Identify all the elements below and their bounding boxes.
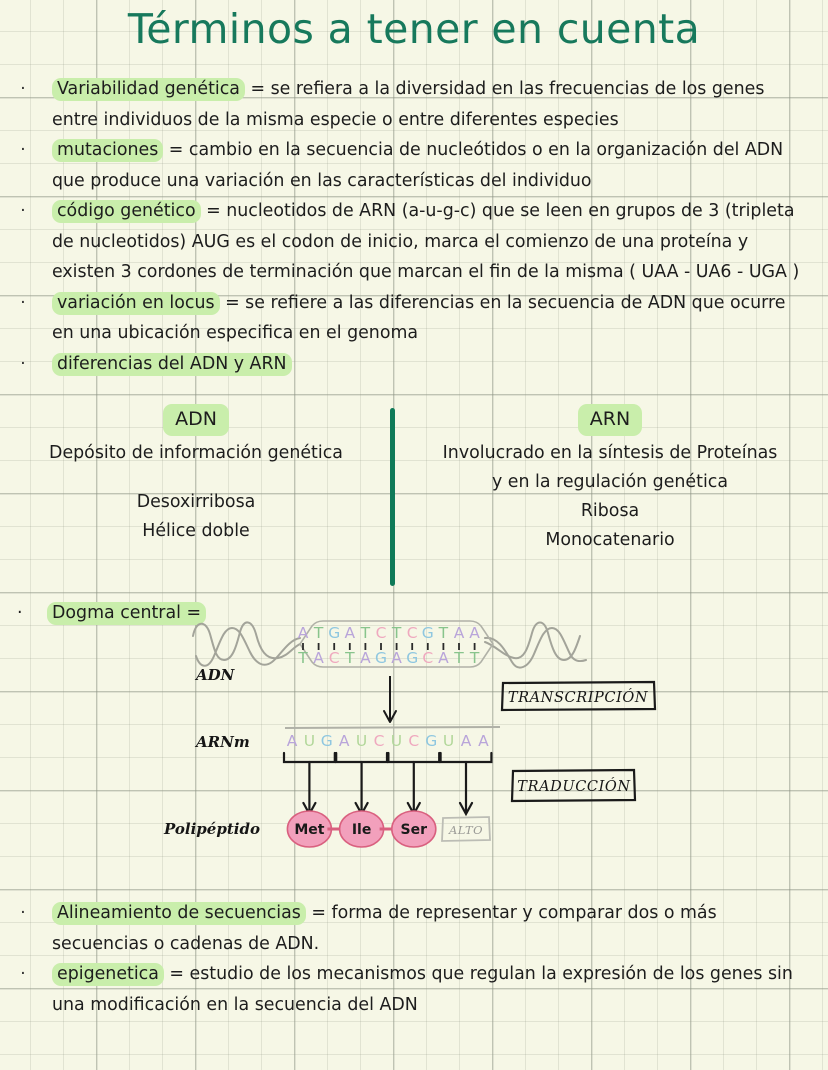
term-line <box>52 139 783 191</box>
dna-base-top: A <box>297 624 309 642</box>
bullet-icon: · <box>20 140 26 160</box>
dna-base-top: C <box>406 624 418 642</box>
term-definition: = se refiere a las diferencias en la secuencia de ADN que ocurre en una ubicación especifica en el genoma <box>52 292 786 343</box>
dna-base-bottom: T <box>469 649 480 667</box>
term-definition: = estudio de los mecanismos que regulan la expresión de los genes sin una modificación en la secuencia del ADN <box>52 964 793 1015</box>
mrna-base: U <box>355 732 368 750</box>
bullet-icon: · <box>20 353 26 374</box>
adn-property-1: Desoxirribosa <box>136 492 256 512</box>
dogma-term-highlight: Dogma central = <box>47 602 206 625</box>
mrna-base: G <box>320 732 333 750</box>
term-line <box>52 292 785 344</box>
term-highlight: Variabilidad genética <box>52 78 245 101</box>
arn-description-1: Involucrado en la síntesis de Proteínas <box>442 443 778 463</box>
page-title: Términos a tener en cuenta <box>127 5 701 53</box>
terms-list <box>0 74 828 379</box>
term-highlight: epigenetica <box>52 963 164 986</box>
translation-arrow-icon <box>408 762 420 814</box>
bullet-icon: · <box>20 903 26 923</box>
translation-label: TRADUCCIÓN <box>517 779 631 795</box>
polypeptide-chain <box>287 811 435 847</box>
amino-acid-label: Ile <box>351 822 372 838</box>
term-definition: = nucleotidos de ARN (a-u-g-c) que se leen en grupos de 3 (tripleta de nucleotidos) AUG es el codon de inicio, marca el comienzo de una proteína y existen 3 cordones de terminación que marcan el fin de la misma ( UAA - UA6 - UGA ) <box>52 201 800 282</box>
dna-base-bottom: C <box>422 649 434 667</box>
arn-property-1: Ribosa <box>580 501 640 521</box>
codon-bracket <box>388 753 439 762</box>
codon-brackets <box>284 753 491 814</box>
column-heading-arn: ARN <box>578 404 642 436</box>
dna-helix-left-icon <box>193 622 300 665</box>
translation-box <box>512 770 635 801</box>
mrna-base: A <box>478 732 489 750</box>
mrna-base: G <box>425 732 438 750</box>
term-line <box>52 353 292 376</box>
dna-base-top: C <box>375 624 387 642</box>
comparison-column-arn <box>404 404 816 555</box>
dna-base-top: T <box>360 624 371 642</box>
term-definition: = cambio en la secuencia de nucleótidos o en la organización del ADN que produce una variación en las características del individuo <box>52 140 784 191</box>
list-item <box>0 74 828 135</box>
term-highlight: mutaciones <box>52 139 163 162</box>
stop-codon-box <box>442 817 490 841</box>
mrna-backbone <box>285 727 500 728</box>
dna-base-bottom: G <box>374 649 388 667</box>
term-definition: = forma de representar y comparar dos o más secuencias o cadenas de ADN. <box>52 903 717 954</box>
polypeptide-label: Polipéptido <box>164 820 260 838</box>
term-highlight: diferencias del ADN y ARN <box>52 353 292 376</box>
bullet-icon: · <box>20 292 26 313</box>
adn-arn-comparison <box>0 404 828 594</box>
term-line <box>52 200 799 282</box>
dna-base-bottom: A <box>313 649 324 667</box>
comparison-divider <box>390 408 395 586</box>
central-dogma-diagram <box>0 598 828 878</box>
mrna-strand <box>287 732 489 750</box>
list-item <box>0 196 828 288</box>
dna-base-bottom: A <box>438 649 449 667</box>
codon-bracket <box>441 753 492 762</box>
dna-base-top: G <box>421 624 434 642</box>
arn-property-2: Monocatenario <box>545 530 675 550</box>
dna-base-bottom: T <box>298 649 308 667</box>
amino-acid-label: Ser <box>400 822 428 838</box>
dna-base-bottom: T <box>345 649 355 667</box>
dna-base-bottom: A <box>360 649 371 667</box>
dna-base-top: T <box>438 624 449 642</box>
adn-description-1: Depósito de información genética <box>49 443 343 463</box>
bullet-icon: · <box>20 964 26 984</box>
amino-acid-label: Met <box>294 822 325 838</box>
stop-label: ALTO <box>448 823 484 837</box>
adn-property-2: Hélice doble <box>142 521 250 541</box>
dna-base-top: A <box>453 624 465 642</box>
dna-base-top: A <box>469 624 480 642</box>
list-item <box>0 959 828 1020</box>
list-item <box>0 349 828 380</box>
bullet-icon: · <box>20 79 26 99</box>
dogma-svg <box>0 598 828 878</box>
column-heading-adn: ADN <box>163 404 229 436</box>
adn-diagram-label: ADN <box>196 666 235 684</box>
dna-base-bottom: C <box>328 649 340 667</box>
list-item <box>0 288 828 349</box>
dna-base-top: A <box>344 624 356 642</box>
term-line <box>52 78 764 130</box>
translation-arrow-icon <box>460 762 472 814</box>
term-highlight: código genético <box>52 200 201 223</box>
codon-bracket <box>336 753 387 762</box>
mrna-base: A <box>286 732 298 750</box>
term-highlight: variación en locus <box>52 292 220 315</box>
dna-helix-right-icon <box>485 623 586 668</box>
codon-bracket <box>284 753 335 762</box>
terms-list-bottom <box>0 898 828 1020</box>
list-item <box>0 898 828 959</box>
bullet-icon: · <box>20 201 26 221</box>
dna-base-bottom: A <box>391 649 402 667</box>
dna-base-bottom: G <box>406 649 419 667</box>
term-line <box>52 902 717 954</box>
mrna-base: C <box>408 732 420 750</box>
translation-arrow-icon <box>356 762 368 814</box>
transcription-label: TRANSCRIPCIÓN <box>507 690 649 706</box>
dna-top-strand <box>298 624 481 642</box>
term-highlight: Alineamiento de secuencias <box>52 902 306 925</box>
dna-base-top: G <box>328 624 341 642</box>
dna-base-top: T <box>391 624 402 642</box>
comparison-column-adn <box>8 404 384 546</box>
mrna-base: U <box>442 732 455 750</box>
term-definition: = se refiera a la diversidad en las frecuencias de los genes entre individuos de la misma especie o entre diferentes especies <box>52 79 765 130</box>
bullet-icon: · <box>17 603 23 623</box>
mrna-base: U <box>303 732 316 750</box>
mrna-base: C <box>373 732 385 750</box>
translation-arrow-icon <box>303 762 315 814</box>
arnm-diagram-label: ARNm <box>196 733 250 751</box>
arn-description-2: y en la regulación genética <box>491 472 728 492</box>
dna-bottom-strand <box>297 649 480 667</box>
dna-base-bottom: T <box>454 649 464 667</box>
transcription-arrow-icon <box>384 676 396 722</box>
mrna-base: A <box>338 732 350 750</box>
dna-base-top: T <box>313 624 324 642</box>
mrna-base: U <box>390 732 403 750</box>
mrna-base: A <box>460 732 472 750</box>
term-line <box>52 963 793 1015</box>
list-item <box>0 135 828 196</box>
transcription-box <box>502 682 655 710</box>
